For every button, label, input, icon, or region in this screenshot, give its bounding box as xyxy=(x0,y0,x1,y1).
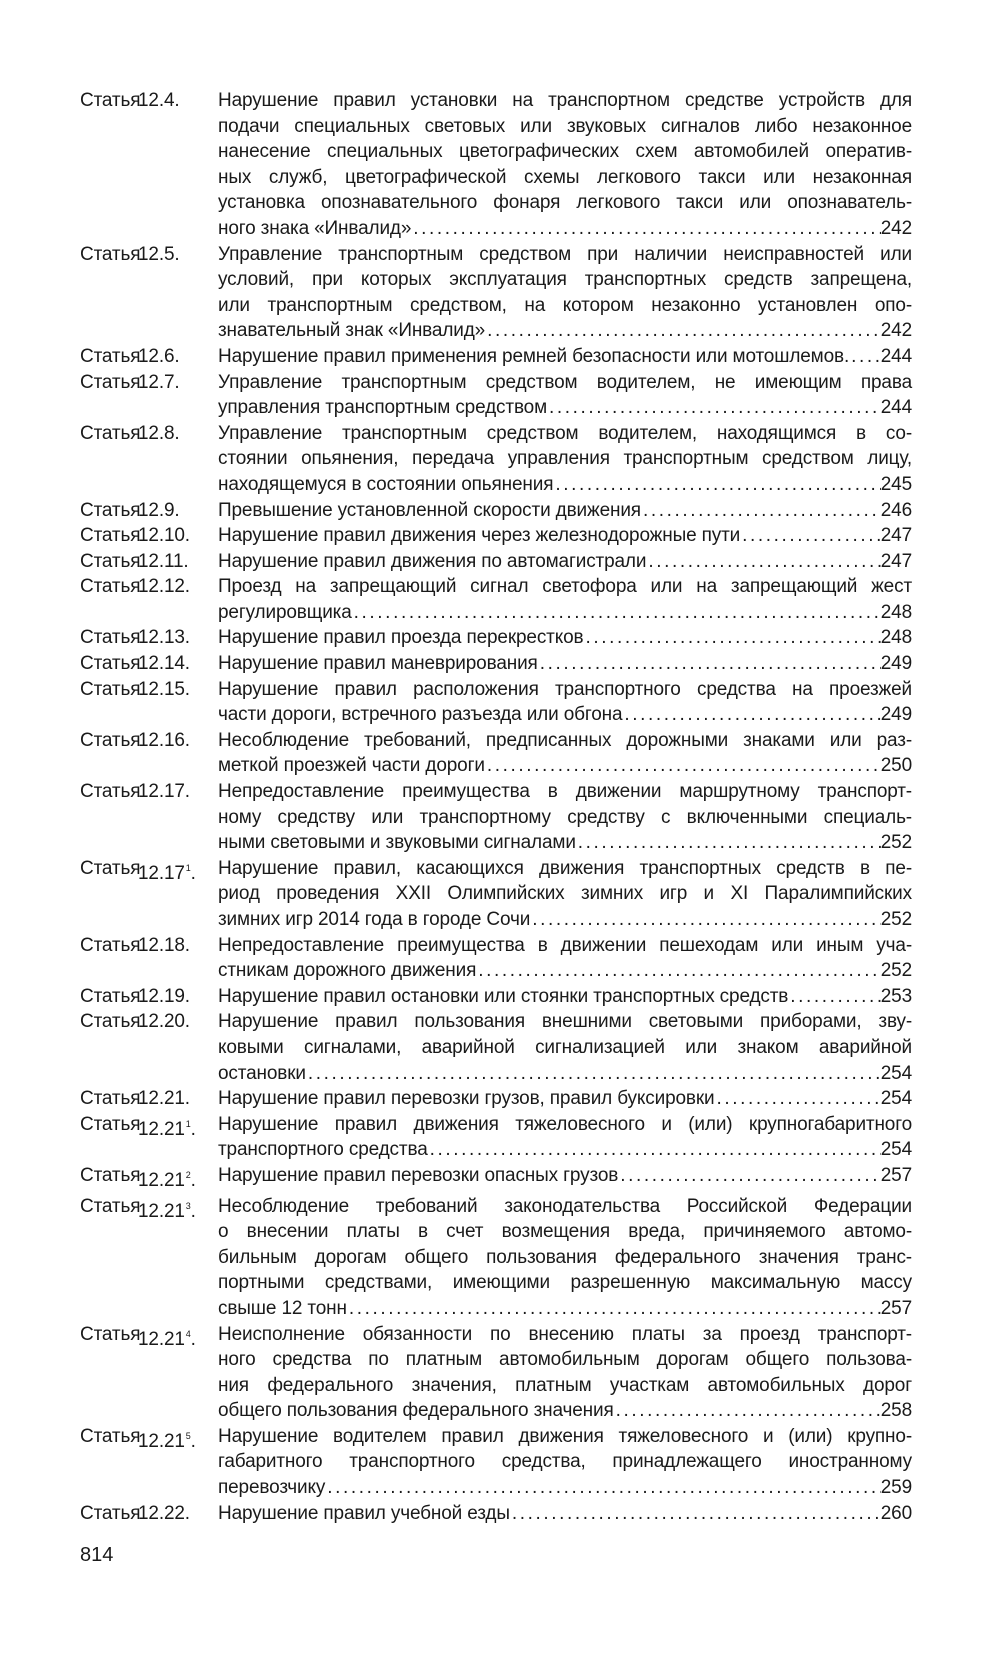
article-number: 12.21$^2$. xyxy=(138,1169,196,1191)
title-last-line: Нарушение правил применения ремней безопасности или мотошлемов. xyxy=(218,345,850,367)
title-last-line: части дороги, встречного разъезда или обгона xyxy=(218,704,623,726)
dot-leader xyxy=(618,1163,881,1189)
toc-entry[interactable] xyxy=(80,523,912,549)
article-word: Статья xyxy=(80,1502,141,1524)
article-title xyxy=(218,549,912,575)
article-word: Статья xyxy=(80,576,141,598)
toc-entry[interactable] xyxy=(80,1009,912,1086)
title-last-line: знавательный знак «Инвалид» xyxy=(218,320,486,342)
title-last-line: Нарушение правил учебной езды xyxy=(218,1502,510,1524)
title-line: Непредоставление преимущества в движении маршрутному транспорт- xyxy=(218,781,912,803)
title-last-line: регулировщика xyxy=(218,601,352,623)
toc-entry[interactable] xyxy=(80,88,912,242)
page-ref[interactable]: 249 xyxy=(880,653,912,675)
title-line: нанесение специальных цветографических схем автомобилей оператив- xyxy=(218,141,912,163)
title-line: Управление транспортным средством водителем, находящимся в со- xyxy=(218,422,912,444)
title-last-line: Нарушение правил движения по автомагистрали xyxy=(218,550,647,572)
title-line: бильным дорогам общего пользования федерального значения транс- xyxy=(218,1246,912,1268)
dot-leader xyxy=(538,651,881,677)
title-line: стоянии опьянения, передача управления транспортным средством лицу, xyxy=(218,448,912,470)
article-word: Статья xyxy=(80,1164,141,1186)
article-number: 12.19. xyxy=(138,985,190,1007)
article-number: 12.21. xyxy=(138,1088,190,1110)
dot-leader xyxy=(306,1061,881,1087)
title-line: ных служб, цветографической схемы легкового такси или незаконная xyxy=(218,166,912,188)
toc-entry[interactable] xyxy=(80,498,912,524)
title-line: риод проведения XXII Олимпийских зимних игр и XI Паралимпийских xyxy=(218,883,912,905)
title-line: или транспортным средством, на котором незаконно установлен опо- xyxy=(218,294,912,316)
article-number: 12.13. xyxy=(138,627,190,649)
article-word: Статья xyxy=(80,243,141,265)
dot-leader xyxy=(553,472,880,498)
page-ref[interactable]: 252 xyxy=(880,909,912,930)
article-title xyxy=(218,1009,912,1086)
page-ref[interactable]: 244 xyxy=(880,345,912,367)
page-number: 814 xyxy=(80,1544,114,1566)
article-title xyxy=(218,1322,912,1424)
page-ref[interactable]: 254 xyxy=(880,1139,912,1161)
toc-entry[interactable] xyxy=(80,1501,912,1527)
article-number: 12.10. xyxy=(138,525,190,547)
article-word: Статья xyxy=(80,1323,141,1345)
title-last-line: Нарушение правил перевозки грузов, правил буксировки xyxy=(218,1088,715,1110)
title-last-line: управления транспортным средством xyxy=(218,397,547,419)
article-number: 12.9. xyxy=(138,499,180,521)
title-line: ному средству или транспортному средству с включенными специаль- xyxy=(218,806,912,828)
dot-leader xyxy=(510,1501,881,1527)
dot-leader xyxy=(622,702,880,728)
article-title xyxy=(218,88,912,242)
article-title xyxy=(218,1163,912,1194)
toc-entry[interactable] xyxy=(80,549,912,575)
page-ref[interactable]: 246 xyxy=(880,499,912,521)
page-ref[interactable]: 247 xyxy=(880,550,912,572)
dot-leader xyxy=(485,318,881,344)
toc-entry[interactable] xyxy=(80,1424,912,1501)
title-line: Нарушение водителем правил движения тяжеловесного и (или) крупно- xyxy=(218,1425,912,1447)
toc-entry[interactable] xyxy=(80,779,912,856)
title-line: Управление транспортным средством при наличии неисправностей или xyxy=(218,243,912,265)
article-number: 12.6. xyxy=(138,345,180,367)
title-line: Нарушение правил расположения транспортного средства на проезжей xyxy=(218,678,912,700)
article-number-superscript: 1 xyxy=(185,862,191,873)
article-title xyxy=(218,344,912,370)
article-number-superscript: 3 xyxy=(185,1200,191,1211)
article-title xyxy=(218,728,912,779)
article-title xyxy=(218,677,912,728)
article-word: Статья xyxy=(80,934,141,956)
article-title xyxy=(218,242,912,344)
article-word: Статья xyxy=(80,499,141,521)
article-word: Статья xyxy=(80,729,141,751)
toc-entry[interactable] xyxy=(80,677,912,728)
page-ref[interactable]: 259 xyxy=(880,1477,912,1499)
article-number-superscript: 2 xyxy=(185,1169,191,1180)
article-word: Статья xyxy=(80,345,141,367)
article-title xyxy=(218,1112,912,1163)
article-title xyxy=(218,523,912,549)
page-ref[interactable]: 253 xyxy=(880,985,912,1007)
title-last-line: меткой проезжей части дороги xyxy=(218,755,485,777)
article-number: 12.21$^3$. xyxy=(138,1200,196,1222)
page-ref[interactable]: 257 xyxy=(880,1297,912,1319)
table-of-contents xyxy=(80,88,912,1526)
title-last-line: Нарушение правил проезда перекрестков xyxy=(218,627,584,649)
article-number: 12.16. xyxy=(138,729,190,751)
article-title xyxy=(218,651,912,677)
title-line: Нарушение правил, касающихся движения транспортных средств в пе- xyxy=(218,857,912,879)
article-word: Статья xyxy=(80,1088,141,1110)
article-number: 12.15. xyxy=(138,678,190,700)
page-ref[interactable]: 248 xyxy=(880,627,912,649)
toc-entry[interactable] xyxy=(80,625,912,651)
title-line: Нарушение правил установки на транспортном средстве устройств для xyxy=(218,90,912,111)
dot-leader xyxy=(352,600,881,626)
title-last-line: ного знака «Инвалид» xyxy=(218,217,412,239)
article-title xyxy=(218,370,912,421)
article-number: 12.12. xyxy=(138,576,190,598)
article-title xyxy=(218,1086,912,1112)
toc-entry[interactable] xyxy=(80,1322,912,1424)
title-last-line: остановки xyxy=(218,1062,306,1084)
title-last-line: Нарушение правил остановки или стоянки транспортных средств xyxy=(218,985,789,1007)
toc-entry[interactable] xyxy=(80,728,912,779)
dot-leader xyxy=(530,907,881,933)
dot-leader xyxy=(583,625,880,651)
title-line: ного средства по платным автомобильным дорогам общего пользова- xyxy=(218,1349,912,1371)
title-line: Проезд на запрещающий сигнал светофора или на запрещающий жест xyxy=(218,576,912,598)
article-number-superscript: 1 xyxy=(185,1118,191,1129)
page-ref[interactable]: 252 xyxy=(880,960,912,982)
toc-entry[interactable] xyxy=(80,242,912,344)
article-word: Статья xyxy=(80,678,141,700)
page-ref[interactable]: 242 xyxy=(880,217,912,239)
title-line: установка опознавательного фонаря легкового такси или опознаватель- xyxy=(218,192,912,214)
article-title xyxy=(218,1424,912,1501)
toc-entry[interactable] xyxy=(80,421,912,498)
article-title xyxy=(218,574,912,625)
article-word: Статья xyxy=(80,90,141,111)
title-last-line: свыше 12 тонн xyxy=(218,1297,347,1319)
toc-entry[interactable] xyxy=(80,1163,912,1194)
article-number: 12.7. xyxy=(138,371,180,393)
article-title xyxy=(218,498,912,524)
toc-entry[interactable] xyxy=(80,1194,912,1322)
title-last-line: стникам дорожного движения xyxy=(218,960,477,982)
toc-entry[interactable] xyxy=(80,933,912,984)
page-ref[interactable]: 245 xyxy=(880,473,912,495)
dot-leader xyxy=(485,753,881,779)
article-word: Статья xyxy=(80,1425,141,1447)
page-ref[interactable]: 257 xyxy=(880,1164,912,1186)
article-word: Статья xyxy=(80,525,141,547)
page-ref[interactable]: 258 xyxy=(880,1400,912,1422)
article-word: Статья xyxy=(80,653,141,675)
article-number-superscript: 4 xyxy=(185,1328,191,1339)
dot-leader xyxy=(740,523,881,549)
article-number: 12.21$^4$. xyxy=(138,1328,196,1350)
title-line: габаритного транспортного средства, принадлежащего иностранному xyxy=(218,1451,912,1473)
article-number: 12.17$^1$. xyxy=(138,862,196,884)
title-line: Неисполнение обязанности по внесению платы за проезд транспорт- xyxy=(218,1323,912,1345)
article-number: 12.22. xyxy=(138,1502,190,1524)
page-ref[interactable]: 248 xyxy=(880,601,912,623)
article-title xyxy=(218,856,912,933)
toc-entry[interactable] xyxy=(80,1086,912,1112)
dot-leader xyxy=(788,984,881,1010)
toc-entry[interactable] xyxy=(80,856,912,933)
title-last-line: находящемуся в состоянии опьянения xyxy=(218,473,554,495)
toc-entry[interactable] xyxy=(80,984,912,1010)
article-word: Статья xyxy=(80,1011,141,1033)
article-title xyxy=(218,779,912,856)
article-word: Статья xyxy=(80,1195,141,1217)
article-number: 12.4. xyxy=(138,90,180,111)
dot-leader xyxy=(428,1137,881,1163)
title-line: портными средствами, имеющими разрешенную максимальную массу xyxy=(218,1272,912,1294)
page-ref[interactable]: 250 xyxy=(880,755,912,777)
title-line: ковыми сигналами, аварийной сигнализацией или знаком аварийной xyxy=(218,1036,912,1058)
title-last-line: Превышение установленной скорости движения xyxy=(218,499,641,521)
toc-entry[interactable] xyxy=(80,1112,912,1163)
title-last-line: транспортного средства xyxy=(218,1139,428,1161)
title-last-line: зимних игр 2014 года в городе Сочи xyxy=(218,909,531,930)
dot-leader xyxy=(547,395,881,421)
article-word: Статья xyxy=(80,985,141,1007)
article-number: 12.8. xyxy=(138,422,180,444)
title-last-line: перевозчику xyxy=(218,1477,326,1499)
page-ref[interactable]: 249 xyxy=(880,704,912,726)
title-line: Нарушение правил пользования внешними световыми приборами, зву- xyxy=(218,1011,912,1033)
article-word: Статья xyxy=(80,627,141,649)
title-line: Несоблюдение требований, предписанных дорожными знаками или раз- xyxy=(218,729,912,751)
title-line: Непредоставление преимущества в движении пешеходам или иным уча- xyxy=(218,934,912,956)
title-last-line: ными световыми и звуковыми сигналами xyxy=(218,832,576,854)
page-ref[interactable]: 254 xyxy=(880,1062,912,1084)
article-title xyxy=(218,1194,912,1322)
article-number: 12.11. xyxy=(138,550,189,572)
page-ref[interactable]: 260 xyxy=(880,1502,912,1524)
title-last-line: Нарушение правил движения через железнодорожные пути xyxy=(218,525,741,547)
dot-leader xyxy=(715,1086,881,1112)
article-word: Статья xyxy=(80,422,141,444)
dot-leader xyxy=(614,1398,881,1424)
dot-leader xyxy=(646,549,880,575)
toc-entry[interactable] xyxy=(80,344,912,370)
title-line: условий, при которых эксплуатация транспортных средств запрещена, xyxy=(218,269,912,291)
page-ref[interactable]: 252 xyxy=(880,832,912,854)
article-number: 12.18. xyxy=(138,934,190,956)
article-word: Статья xyxy=(80,550,141,572)
title-line: Нарушение правил движения тяжеловесного и (или) крупногабаритного xyxy=(218,1113,912,1135)
dot-leader xyxy=(325,1475,881,1501)
title-line: Несоблюдение требований законодательства Российской Федерации xyxy=(218,1195,912,1217)
article-number: 12.21$^5$. xyxy=(138,1430,196,1452)
page-ref[interactable]: 254 xyxy=(880,1088,912,1110)
article-title xyxy=(218,1501,912,1527)
dot-leader xyxy=(849,344,881,370)
article-title xyxy=(218,933,912,984)
dot-leader xyxy=(476,958,881,984)
title-line: подачи специальных световых или звуковых сигналов либо незаконное xyxy=(218,115,912,137)
title-line: о внесении платы в счет возмещения вреда, причиняемого автомо- xyxy=(218,1221,912,1243)
article-title xyxy=(218,625,912,651)
toc-entry[interactable] xyxy=(80,651,912,677)
article-title xyxy=(218,421,912,498)
title-last-line: Нарушение правил перевозки опасных грузов xyxy=(218,1164,619,1186)
dot-leader xyxy=(576,830,881,856)
page-ref[interactable]: 242 xyxy=(880,320,912,342)
article-number: 12.5. xyxy=(138,243,180,265)
article-number: 12.14. xyxy=(138,653,190,675)
toc-entry[interactable] xyxy=(80,370,912,421)
title-last-line: Нарушение правил маневрирования xyxy=(218,653,538,675)
toc-entry[interactable] xyxy=(80,574,912,625)
article-number: 12.21$^1$. xyxy=(138,1118,196,1140)
page-ref[interactable]: 247 xyxy=(880,525,912,547)
article-number: 12.20. xyxy=(138,1011,190,1033)
dot-leader xyxy=(347,1296,881,1322)
page-ref[interactable]: 244 xyxy=(880,397,912,419)
article-number: 12.17. xyxy=(138,781,190,803)
title-line: Управление транспортным средством водителем, не имеющим права xyxy=(218,371,912,393)
dot-leader xyxy=(641,498,881,524)
article-word: Статья xyxy=(80,371,141,393)
article-title xyxy=(218,984,912,1010)
article-number-superscript: 5 xyxy=(185,1430,191,1441)
article-word: Статья xyxy=(80,1113,141,1135)
article-word: Статья xyxy=(80,781,141,803)
article-word: Статья xyxy=(80,857,141,879)
title-line: ния федерального значения, платным участкам автомобильных дорог xyxy=(218,1374,912,1396)
title-last-line: общего пользования федерального значения xyxy=(218,1400,614,1422)
dot-leader xyxy=(411,216,880,242)
